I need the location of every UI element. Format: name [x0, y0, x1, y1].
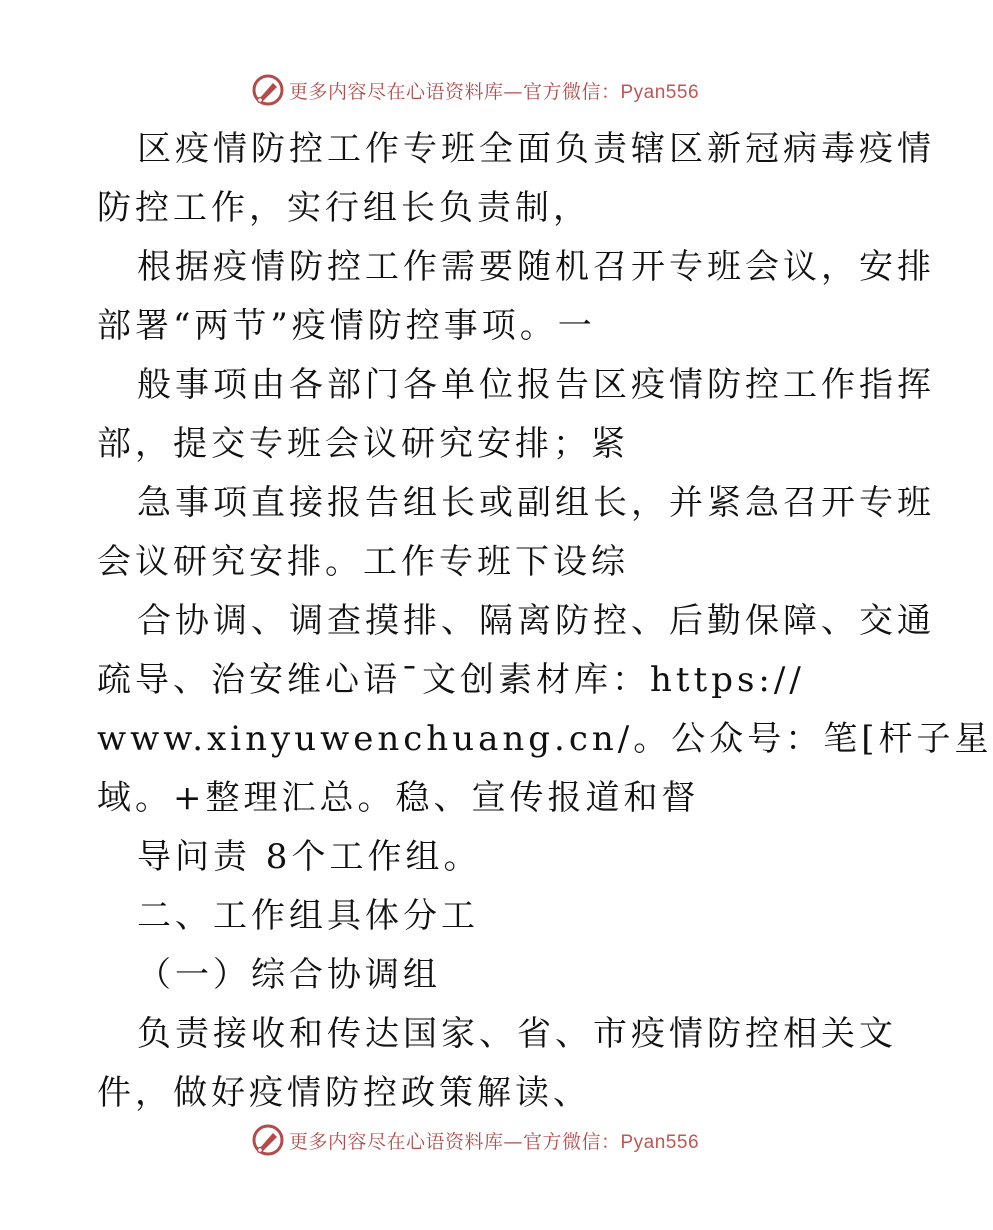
text-line: 防控工作，实行组长负责制，	[97, 188, 591, 228]
text-line: 合协调、调查摸排、隔离防控、后勤保障、交通	[137, 601, 935, 641]
document-body	[97, 120, 993, 1123]
header-wechat-id: Pyan556	[620, 81, 700, 103]
text-line: 导问责 8个工作组。	[137, 837, 482, 877]
text-line: 件，做好疫情防控政策解读、	[97, 1073, 591, 1113]
footer-banner-text: 更多内容尽在心语资料库—官方微信：Pyan556	[288, 1130, 700, 1153]
text-line: 急事项直接报告组长或副组长，并紧急召开专班	[137, 483, 935, 523]
text-line: 会议研究安排。工作专班下设综	[97, 542, 629, 582]
pen-logo-icon	[251, 1123, 285, 1157]
section-heading: 二、工作组具体分工	[137, 896, 479, 936]
footer-watermark-banner	[0, 1120, 950, 1160]
text-line: 疏导、治安维心语¯文创素材库：https://	[97, 660, 805, 700]
subsection-heading: （一）综合协调组	[137, 955, 441, 995]
header-banner-text: 更多内容尽在心语资料库—官方微信：Pyan556	[288, 80, 700, 103]
footer-wechat-id: Pyan556	[620, 1131, 700, 1153]
text-line: 域。+整理汇总。稳、宣传报道和督	[97, 778, 700, 818]
text-line: 般事项由各部门各单位报告区疫情防控工作指挥	[137, 365, 935, 405]
text-line: www.xinyuwenchuang.cn/。公众号：笔[杆子星	[97, 719, 993, 759]
text-line: 部署“两节”疫情防控事项。一	[97, 306, 596, 346]
pen-logo-icon	[251, 73, 285, 107]
text-line: 根据疫情防控工作需要随机召开专班会议，安排	[137, 247, 935, 287]
text-line: 部，提交专班会议研究安排；紧	[97, 424, 629, 464]
header-watermark-banner	[0, 70, 950, 110]
text-line: 负责接收和传达国家、省、市疫情防控相关文	[137, 1014, 897, 1054]
text-line: 区疫情防控工作专班全面负责辖区新冠病毒疫情	[137, 129, 935, 169]
